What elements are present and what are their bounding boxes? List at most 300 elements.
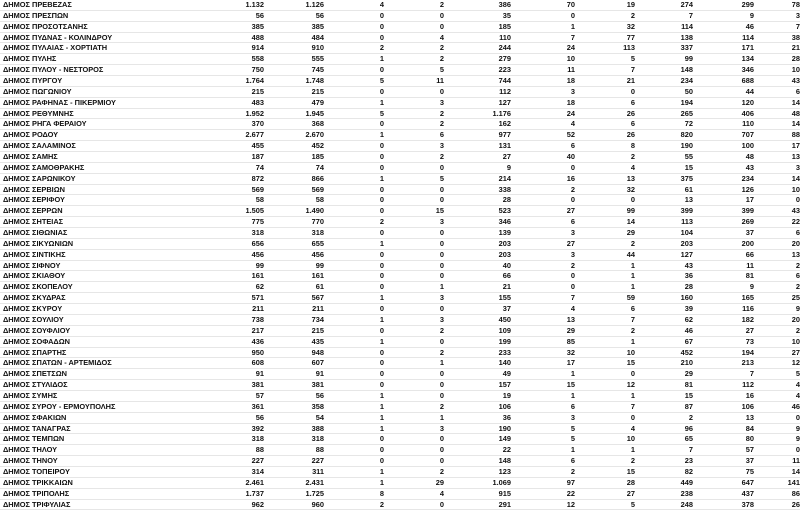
- value-cell: 375: [680, 173, 693, 183]
- value-cell: 3: [439, 314, 444, 324]
- value-cell: 0: [379, 445, 384, 455]
- value-cell: 21: [791, 43, 800, 53]
- value-cell: 2: [570, 184, 575, 194]
- value-cell: 244: [498, 43, 511, 53]
- value-cell: 140: [498, 358, 511, 368]
- value-cell: 214: [498, 173, 511, 183]
- value-cell: 234: [741, 173, 754, 183]
- value-cell: 10: [791, 336, 800, 346]
- value-cell: 707: [741, 130, 754, 140]
- value-cell: 6: [439, 130, 444, 140]
- value-cell: 46: [791, 401, 800, 411]
- table-row: [0, 456, 800, 467]
- value-cell: 43: [791, 206, 800, 216]
- value-cell: 148: [498, 456, 511, 466]
- value-cell: 0: [439, 184, 444, 194]
- value-cell: 3: [795, 162, 800, 172]
- value-cell: 21: [502, 282, 511, 292]
- value-cell: 0: [795, 445, 800, 455]
- value-cell: 571: [251, 293, 264, 303]
- value-cell: 171: [741, 43, 754, 53]
- value-cell: 1.132: [245, 0, 264, 9]
- value-cell: 1.764: [245, 76, 264, 86]
- value-cell: 203: [680, 238, 693, 248]
- value-cell: 368: [311, 119, 324, 129]
- municipality-name-cell: ΔΗΜΟΣ ΤΕΜΠΩΝ: [3, 434, 65, 444]
- value-cell: 437: [741, 488, 754, 498]
- value-cell: 436: [251, 336, 264, 346]
- value-cell: 0: [379, 10, 384, 20]
- value-cell: 120: [741, 97, 754, 107]
- value-cell: 70: [566, 0, 575, 9]
- value-cell: 148: [680, 65, 693, 75]
- value-cell: 279: [498, 54, 511, 64]
- value-cell: 0: [379, 228, 384, 238]
- value-cell: 346: [498, 217, 511, 227]
- value-cell: 2: [795, 325, 800, 335]
- value-cell: 61: [684, 184, 693, 194]
- municipality-name-cell: ΔΗΜΟΣ ΠΥΛΗΣ: [3, 54, 57, 64]
- value-cell: 1.945: [305, 108, 324, 118]
- value-cell: 3: [570, 86, 575, 96]
- value-cell: 0: [570, 195, 575, 205]
- table-row: [0, 293, 800, 304]
- table-row: [0, 228, 800, 239]
- value-cell: 104: [680, 228, 693, 238]
- value-cell: 16: [745, 390, 754, 400]
- value-cell: 6: [630, 119, 635, 129]
- value-cell: 7: [688, 10, 693, 20]
- table-row: [0, 141, 800, 152]
- value-cell: 213: [741, 358, 754, 368]
- value-cell: 10: [791, 184, 800, 194]
- value-cell: 110: [742, 119, 754, 129]
- value-cell: 775: [251, 217, 264, 227]
- value-cell: 386: [498, 0, 511, 9]
- municipality-name-cell: ΔΗΜΟΣ ΣΙΘΩΝΙΑΣ: [3, 228, 68, 238]
- value-cell: 114: [742, 32, 754, 42]
- value-cell: 914: [251, 43, 264, 53]
- value-cell: 948: [311, 347, 324, 357]
- value-cell: 194: [741, 347, 754, 357]
- value-cell: 43: [684, 260, 693, 270]
- value-cell: 6: [570, 456, 575, 466]
- value-cell: 1: [570, 445, 575, 455]
- municipality-name-cell: ΔΗΜΟΣ ΣΕΡΒΙΩΝ: [3, 184, 65, 194]
- value-cell: 1.748: [305, 76, 324, 86]
- value-cell: 217: [251, 325, 264, 335]
- table-row: [0, 0, 800, 10]
- value-cell: 0: [379, 304, 384, 314]
- value-cell: 160: [680, 293, 693, 303]
- value-cell: 46: [745, 21, 754, 31]
- value-cell: 0: [439, 336, 444, 346]
- value-cell: 27: [566, 206, 575, 216]
- value-cell: 2: [795, 260, 800, 270]
- value-cell: 200: [741, 238, 754, 248]
- value-cell: 35: [502, 10, 511, 20]
- value-cell: 607: [311, 358, 324, 368]
- value-cell: 161: [311, 271, 324, 281]
- value-cell: 1.490: [305, 206, 324, 216]
- value-cell: 86: [791, 488, 800, 498]
- value-cell: 1: [379, 130, 384, 140]
- value-cell: 0: [379, 184, 384, 194]
- table-row: [0, 86, 800, 97]
- value-cell: 134: [741, 54, 754, 64]
- value-cell: 40: [502, 260, 511, 270]
- value-cell: 97: [566, 477, 575, 487]
- value-cell: 484: [311, 32, 324, 42]
- value-cell: 0: [379, 271, 384, 281]
- value-cell: 22: [566, 488, 575, 498]
- value-cell: 56: [255, 10, 264, 20]
- value-cell: 1: [630, 445, 635, 455]
- value-cell: 99: [315, 260, 324, 270]
- value-cell: 227: [311, 456, 324, 466]
- value-cell: 2: [439, 108, 444, 118]
- value-cell: 88: [791, 130, 800, 140]
- value-cell: 1: [630, 271, 635, 281]
- value-cell: 0: [379, 369, 384, 379]
- municipality-name-cell: ΔΗΜΟΣ ΣΙΝΤΙΚΗΣ: [3, 249, 66, 259]
- value-cell: 14: [791, 119, 800, 129]
- table-row: [0, 325, 800, 336]
- value-cell: 1: [630, 390, 635, 400]
- value-cell: 370: [251, 119, 264, 129]
- value-cell: 274: [680, 0, 693, 9]
- value-cell: 74: [315, 162, 324, 172]
- value-cell: 18: [566, 97, 575, 107]
- municipality-name-cell: ΔΗΜΟΣ ΠΥΡΓΟΥ: [3, 76, 63, 86]
- value-cell: 872: [251, 173, 264, 183]
- value-cell: 0: [630, 195, 635, 205]
- value-cell: 2.677: [245, 130, 264, 140]
- value-cell: 1: [570, 390, 575, 400]
- value-cell: 0: [379, 141, 384, 151]
- value-cell: 75: [745, 466, 754, 476]
- value-cell: 435: [311, 336, 324, 346]
- value-cell: 567: [311, 293, 324, 303]
- value-cell: 2: [570, 466, 575, 476]
- value-cell: 99: [626, 206, 635, 216]
- municipality-name-cell: ΔΗΜΟΣ ΤΟΠΕΙΡΟΥ: [3, 466, 70, 476]
- municipality-name-cell: ΔΗΜΟΣ ΤΗΛΟΥ: [3, 445, 58, 455]
- value-cell: 238: [680, 488, 693, 498]
- value-cell: 2: [439, 466, 444, 476]
- value-cell: 199: [498, 336, 511, 346]
- municipality-name-cell: ΔΗΜΟΣ ΠΥΔΝΑΣ - ΚΟΛΙΝΔΡΟΥ: [3, 32, 113, 42]
- value-cell: 26: [626, 130, 635, 140]
- value-cell: 3: [439, 141, 444, 151]
- value-cell: 7: [570, 32, 575, 42]
- value-cell: 74: [255, 162, 264, 172]
- value-cell: 291: [498, 499, 511, 509]
- value-cell: 0: [439, 10, 444, 20]
- value-cell: 27: [745, 325, 754, 335]
- value-cell: 269: [741, 217, 754, 227]
- value-cell: 0: [570, 162, 575, 172]
- municipality-name-cell: ΔΗΜΟΣ ΤΡΙΚΚΑΙΩΝ: [3, 477, 73, 487]
- value-cell: 27: [791, 347, 800, 357]
- value-cell: 165: [741, 293, 754, 303]
- municipality-name-cell: ΔΗΜΟΣ ΣΙΦΝΟΥ: [3, 260, 61, 270]
- municipality-name-cell: ΔΗΜΟΣ ΠΩΓΩΝΙΟΥ: [3, 86, 72, 96]
- value-cell: 36: [684, 271, 693, 281]
- value-cell: 123: [498, 466, 511, 476]
- value-cell: 91: [315, 369, 324, 379]
- value-cell: 99: [684, 54, 693, 64]
- value-cell: 62: [255, 282, 264, 292]
- table-row: [0, 358, 800, 369]
- value-cell: 0: [439, 238, 444, 248]
- municipality-name-cell: ΔΗΜΟΣ ΤΡΙΠΟΛΗΣ: [3, 488, 70, 498]
- municipality-name-cell: ΔΗΜΟΣ ΣΕΡΙΦΟΥ: [3, 195, 65, 205]
- municipality-name-cell: ΔΗΜΟΣ ΤΑΝΑΓΡΑΣ: [3, 423, 71, 433]
- value-cell: 450: [498, 314, 511, 324]
- value-cell: 10: [626, 347, 635, 357]
- table-row: [0, 217, 800, 228]
- table-row: [0, 54, 800, 65]
- value-cell: 750: [251, 65, 264, 75]
- value-cell: 2: [795, 282, 800, 292]
- value-cell: 37: [745, 228, 754, 238]
- value-cell: 1: [439, 412, 444, 422]
- municipality-name-cell: ΔΗΜΟΣ ΣΚΙΑΘΟΥ: [3, 271, 66, 281]
- value-cell: 11: [567, 65, 575, 75]
- table-row: [0, 108, 800, 119]
- municipality-name-cell: ΔΗΜΟΣ ΣΥΜΗΣ: [3, 390, 58, 400]
- value-cell: 27: [502, 152, 511, 162]
- value-cell: 215: [311, 86, 324, 96]
- table-row: [0, 412, 800, 423]
- value-cell: 17: [745, 195, 754, 205]
- value-cell: 3: [439, 423, 444, 433]
- value-cell: 0: [379, 260, 384, 270]
- value-cell: 5: [630, 499, 635, 509]
- value-cell: 11: [792, 456, 800, 466]
- value-cell: 1: [379, 54, 384, 64]
- value-cell: 744: [498, 76, 511, 86]
- value-cell: 37: [745, 456, 754, 466]
- value-cell: 6: [795, 86, 800, 96]
- value-cell: 223: [498, 65, 511, 75]
- value-cell: 12: [791, 358, 800, 368]
- value-cell: 0: [379, 195, 384, 205]
- value-cell: 57: [745, 445, 754, 455]
- value-cell: 1: [379, 97, 384, 107]
- value-cell: 138: [680, 32, 693, 42]
- value-cell: 318: [311, 434, 324, 444]
- value-cell: 0: [379, 119, 384, 129]
- value-cell: 32: [626, 184, 635, 194]
- value-cell: 96: [684, 423, 693, 433]
- value-cell: 2: [439, 119, 444, 129]
- value-cell: 314: [251, 466, 264, 476]
- value-cell: 29: [684, 369, 693, 379]
- value-cell: 61: [315, 282, 324, 292]
- value-cell: 72: [684, 119, 693, 129]
- value-cell: 15: [626, 466, 635, 476]
- value-cell: 2: [439, 325, 444, 335]
- value-cell: 7: [688, 445, 693, 455]
- value-cell: 0: [379, 21, 384, 31]
- municipality-name-cell: ΔΗΜΟΣ ΠΡΟΣΟΤΣΑΝΗΣ: [3, 21, 88, 31]
- value-cell: 1.069: [492, 477, 511, 487]
- value-cell: 28: [502, 195, 511, 205]
- value-cell: 655: [311, 238, 324, 248]
- value-cell: 569: [251, 184, 264, 194]
- table-row: [0, 488, 800, 499]
- value-cell: 3: [570, 412, 575, 422]
- value-cell: 40: [566, 152, 575, 162]
- value-cell: 0: [630, 86, 635, 96]
- value-cell: 248: [680, 499, 693, 509]
- value-cell: 4: [570, 304, 575, 314]
- value-cell: 73: [745, 336, 754, 346]
- value-cell: 13: [791, 249, 800, 259]
- value-cell: 0: [630, 369, 635, 379]
- value-cell: 960: [311, 499, 324, 509]
- value-cell: 87: [684, 401, 693, 411]
- value-cell: 44: [626, 249, 635, 259]
- value-cell: 1: [379, 238, 384, 248]
- value-cell: 0: [795, 195, 800, 205]
- value-cell: 0: [379, 325, 384, 335]
- value-cell: 194: [680, 97, 693, 107]
- value-cell: 28: [791, 54, 800, 64]
- value-cell: 0: [439, 445, 444, 455]
- value-cell: 11: [746, 260, 754, 270]
- value-cell: 7: [795, 21, 800, 31]
- value-cell: 5: [379, 108, 384, 118]
- value-cell: 647: [741, 477, 754, 487]
- value-cell: 9: [749, 282, 754, 292]
- value-cell: 126: [741, 184, 754, 194]
- value-cell: 155: [498, 293, 511, 303]
- value-cell: 2: [439, 0, 444, 9]
- value-cell: 32: [626, 21, 635, 31]
- value-cell: 1: [570, 21, 575, 31]
- municipality-name-cell: ΔΗΜΟΣ ΣΦΑΚΙΩΝ: [3, 412, 67, 422]
- value-cell: 1: [379, 293, 384, 303]
- value-cell: 13: [566, 314, 575, 324]
- value-cell: 399: [741, 206, 754, 216]
- table-row: [0, 43, 800, 54]
- value-cell: 24: [566, 43, 575, 53]
- value-cell: 2: [570, 260, 575, 270]
- value-cell: 449: [680, 477, 693, 487]
- value-cell: 1.176: [492, 108, 511, 118]
- table-row: [0, 380, 800, 391]
- municipality-name-cell: ΔΗΜΟΣ ΣΚΥΔΡΑΣ: [3, 293, 66, 303]
- value-cell: 265: [680, 108, 693, 118]
- value-cell: 21: [626, 76, 635, 86]
- value-cell: 15: [626, 358, 635, 368]
- value-cell: 24: [566, 108, 575, 118]
- value-cell: 0: [379, 162, 384, 172]
- table-row: [0, 65, 800, 76]
- table-row: [0, 445, 800, 456]
- value-cell: 1.725: [305, 488, 324, 498]
- value-cell: 2: [630, 152, 635, 162]
- value-cell: 4: [795, 390, 800, 400]
- value-cell: 55: [684, 152, 693, 162]
- value-cell: 1: [379, 336, 384, 346]
- value-cell: 7: [570, 293, 575, 303]
- value-cell: 77: [626, 32, 635, 42]
- value-cell: 0: [379, 358, 384, 368]
- value-cell: 1.737: [245, 488, 264, 498]
- table-row: [0, 249, 800, 260]
- value-cell: 6: [630, 97, 635, 107]
- value-cell: 9: [506, 162, 511, 172]
- value-cell: 4: [630, 162, 635, 172]
- value-cell: 9: [749, 10, 754, 20]
- value-cell: 523: [498, 206, 511, 216]
- value-cell: 0: [379, 282, 384, 292]
- value-cell: 14: [791, 173, 800, 183]
- value-cell: 0: [439, 260, 444, 270]
- value-cell: 2: [439, 54, 444, 64]
- value-cell: 7: [630, 65, 635, 75]
- value-cell: 48: [745, 152, 754, 162]
- value-cell: 0: [439, 249, 444, 259]
- value-cell: 479: [311, 97, 324, 107]
- value-cell: 0: [630, 412, 635, 422]
- value-cell: 1: [379, 173, 384, 183]
- municipality-name-cell: ΔΗΜΟΣ ΡΑΦΗΝΑΣ - ΠΙΚΕΡΜΙΟΥ: [3, 97, 116, 107]
- table-row: [0, 304, 800, 315]
- value-cell: 1: [570, 369, 575, 379]
- value-cell: 56: [315, 10, 324, 20]
- value-cell: 4: [379, 0, 384, 9]
- value-cell: 65: [684, 434, 693, 444]
- value-cell: 0: [379, 456, 384, 466]
- table-row: [0, 260, 800, 271]
- table-row: [0, 162, 800, 173]
- value-cell: 29: [435, 477, 444, 487]
- value-cell: 210: [680, 358, 693, 368]
- value-cell: 0: [439, 499, 444, 509]
- value-cell: 81: [745, 271, 754, 281]
- value-cell: 10: [566, 54, 575, 64]
- value-cell: 203: [498, 238, 511, 248]
- value-cell: 2: [379, 43, 384, 53]
- value-cell: 6: [570, 141, 575, 151]
- value-cell: 81: [684, 380, 693, 390]
- value-cell: 22: [791, 217, 800, 227]
- value-cell: 13: [626, 173, 635, 183]
- value-cell: 67: [684, 336, 693, 346]
- value-cell: 950: [251, 347, 264, 357]
- value-cell: 0: [570, 282, 575, 292]
- value-cell: 7: [749, 369, 754, 379]
- value-cell: 1.952: [245, 108, 264, 118]
- value-cell: 2: [379, 217, 384, 227]
- value-cell: 17: [566, 358, 575, 368]
- value-cell: 9: [795, 423, 800, 433]
- value-cell: 82: [684, 466, 693, 476]
- value-cell: 346: [741, 65, 754, 75]
- value-cell: 16: [566, 173, 575, 183]
- value-cell: 66: [745, 249, 754, 259]
- value-cell: 5: [570, 434, 575, 444]
- value-cell: 3: [570, 228, 575, 238]
- value-cell: 0: [439, 369, 444, 379]
- value-cell: 483: [251, 97, 264, 107]
- table-row: [0, 76, 800, 87]
